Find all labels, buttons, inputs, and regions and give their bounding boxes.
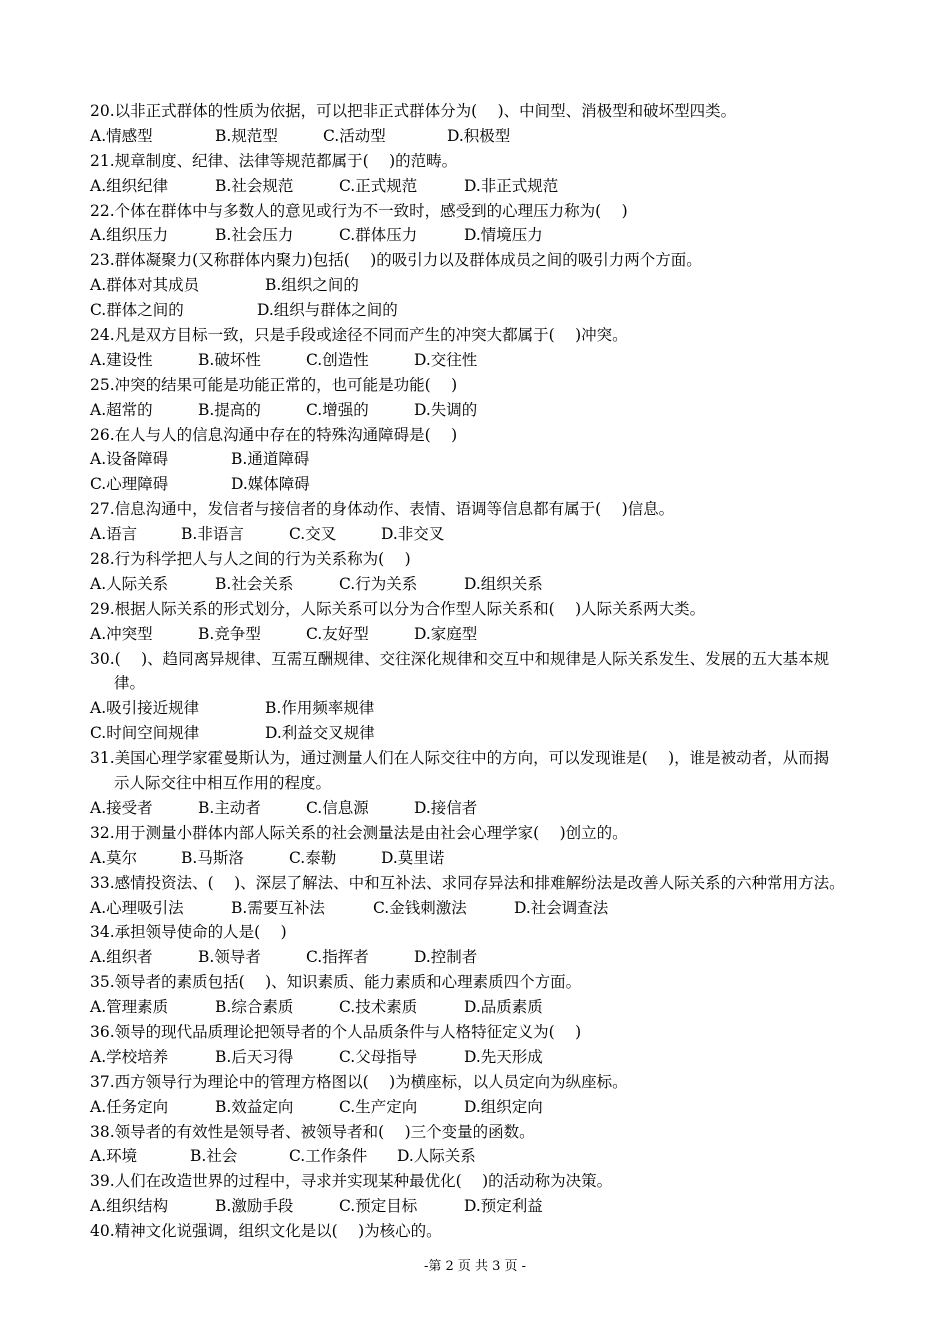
- answer-option: D.失调的: [414, 400, 478, 419]
- answer-option: C.增强的: [306, 400, 369, 419]
- option-row: [90, 472, 880, 497]
- answer-option: B.通道障碍: [231, 450, 310, 469]
- option-row: [90, 1045, 880, 1070]
- question-list: [90, 99, 880, 1244]
- question-stem: 34.承担领导使命的人是( ): [90, 923, 287, 942]
- answer-option: D.交往性: [414, 350, 478, 369]
- answer-option: C.指挥者: [306, 948, 369, 967]
- option-row: [90, 945, 880, 970]
- question-stem: 27.信息沟通中，发信者与接信者的身体动作、表情、语调等信息都有属于( )信息。: [90, 500, 675, 519]
- option-row: [90, 298, 880, 323]
- option-row: [90, 721, 880, 746]
- answer-option: B.提高的: [198, 400, 261, 419]
- question-stem: [90, 746, 880, 796]
- option-row: [90, 796, 880, 821]
- option-row: [90, 124, 880, 149]
- answer-option: A.管理素质: [90, 998, 169, 1017]
- answer-option: C.父母指导: [339, 1047, 418, 1066]
- answer-option: B.效益定向: [215, 1097, 294, 1116]
- option-row: [90, 995, 880, 1020]
- answer-option: B.社会规范: [215, 176, 294, 195]
- question-text-line: 30.( )、趋同离异规律、互需互酬规律、交往深化规律和交互中和规律是人际关系发生、发展的五大基本规: [90, 649, 830, 668]
- option-row: [90, 1095, 880, 1120]
- question-stem: 32.用于测量小群体内部人际关系的社会测量法是由社会心理学家( )创立的。: [90, 823, 628, 842]
- option-row: [90, 398, 880, 423]
- answer-option: D.利益交叉规律: [265, 724, 375, 743]
- question-stem: 24.凡是双方目标一致，只是手段或途径不同而产生的冲突大都属于( )冲突。: [90, 326, 628, 345]
- answer-option: D.莫里诺: [381, 848, 445, 867]
- answer-option: A.莫尔: [90, 848, 138, 867]
- option-row: [90, 273, 880, 298]
- answer-option: B.规范型: [215, 126, 278, 145]
- answer-option: A.设备障碍: [90, 450, 169, 469]
- answer-option: C.正式规范: [339, 176, 418, 195]
- question-stem: 20.以非正式群体的性质为依据，可以把非正式群体分为( )、中间型、消极型和破坏型四类。: [90, 102, 737, 120]
- question-stem: 35.领导者的素质包括( )、知识素质、能力素质和心理素质四个方面。: [90, 973, 582, 992]
- option-row: [90, 622, 880, 647]
- answer-option: C.技术素质: [339, 998, 418, 1017]
- answer-option: A.组织纪律: [90, 176, 169, 195]
- option-row: [90, 1144, 880, 1169]
- answer-option: A.心理吸引法: [90, 898, 184, 917]
- answer-option: A.组织者: [90, 948, 153, 967]
- answer-option: B.组织之间的: [265, 276, 359, 295]
- answer-option: B.领导者: [198, 948, 261, 967]
- answer-option: A.冲突型: [90, 624, 153, 643]
- answer-option: D.非交叉: [381, 525, 445, 544]
- option-row: [90, 1194, 880, 1219]
- question-text-line: 示人际交往中相互作用的程度。: [114, 774, 332, 793]
- option-row: [90, 174, 880, 199]
- question-stem: 39.人们在改造世界的过程中，寻求并实现某种最优化( )的活动称为决策。: [90, 1172, 613, 1191]
- answer-option: B.社会压力: [215, 226, 294, 245]
- answer-option: A.接受者: [90, 798, 153, 817]
- answer-option: A.语言: [90, 525, 138, 544]
- answer-option: A.吸引接近规律: [90, 699, 200, 718]
- question-stem: 21.规章制度、纪律、法律等规范都属于( )的范畴。: [90, 151, 458, 170]
- page-footer: -第 2 页 共 3 页 -: [423, 1259, 527, 1274]
- question-stem: [90, 647, 880, 697]
- answer-option: C.预定目标: [339, 1197, 418, 1216]
- answer-option: C.交叉: [289, 525, 337, 544]
- answer-option: C.泰勒: [289, 848, 337, 867]
- question-stem: 38.领导者的有效性是领导者、被领导者和( )三个变量的函数。: [90, 1122, 535, 1141]
- answer-option: B.非语言: [181, 525, 244, 544]
- answer-option: D.非正式规范: [464, 176, 559, 195]
- answer-option: D.预定利益: [464, 1197, 543, 1216]
- answer-option: B.马斯洛: [181, 848, 244, 867]
- question-stem: 22.个体在群体中与多数人的意见或行为不一致时，感受到的心理压力称为( ): [90, 201, 628, 220]
- answer-option: C.生产定向: [339, 1097, 418, 1116]
- answer-option: A.环境: [90, 1147, 138, 1166]
- answer-option: A.组织结构: [90, 1197, 169, 1216]
- answer-option: D.品质素质: [464, 998, 543, 1017]
- answer-option: A.组织压力: [90, 226, 169, 245]
- question-stem: 28.行为科学把人与人之间的行为关系称为( ): [90, 550, 411, 569]
- answer-option: D.人际关系: [397, 1147, 476, 1166]
- answer-option: B.激励手段: [215, 1197, 294, 1216]
- answer-option: C.信息源: [306, 798, 369, 817]
- answer-option: A.情感型: [90, 126, 153, 145]
- answer-option: D.情境压力: [464, 226, 543, 245]
- answer-option: B.社会: [190, 1147, 238, 1166]
- answer-option: B.需要互补法: [231, 898, 325, 917]
- answer-option: C.时间空间规律: [90, 724, 200, 743]
- answer-option: A.群体对其成员: [90, 276, 200, 295]
- answer-option: B.作用频率规律: [265, 699, 375, 718]
- option-row: [90, 896, 880, 921]
- answer-option: D.控制者: [414, 948, 478, 967]
- answer-option: B.综合素质: [215, 998, 294, 1017]
- answer-option: D.组织定向: [464, 1097, 543, 1116]
- option-row: [90, 348, 880, 373]
- question-stem: 25.冲突的结果可能是功能正常的，也可能是功能( ): [90, 375, 458, 394]
- answer-option: C.活动型: [323, 126, 386, 145]
- answer-option: B.后天习得: [215, 1047, 294, 1066]
- option-row: [90, 447, 880, 472]
- question-stem: 37.西方领导行为理论中的管理方格图以( )为横座标，以人员定向为纵座标。: [90, 1072, 628, 1091]
- answer-option: A.任务定向: [90, 1097, 169, 1116]
- answer-option: D.先天形成: [464, 1047, 543, 1066]
- answer-option: B.竞争型: [198, 624, 261, 643]
- answer-option: A.超常的: [90, 400, 153, 419]
- answer-option: C.创造性: [306, 350, 369, 369]
- answer-option: B.主动者: [198, 798, 261, 817]
- question-stem: 26.在人与人的信息沟通中存在的特殊沟通障碍是( ): [90, 425, 458, 444]
- answer-option: D.媒体障碍: [231, 475, 310, 494]
- question-stem: 36.领导的现代品质理论把领导者的个人品质条件与人格特征定义为( ): [90, 1022, 582, 1041]
- answer-option: C.行为关系: [339, 574, 418, 593]
- answer-option: A.人际关系: [90, 574, 169, 593]
- option-row: [90, 846, 880, 871]
- answer-option: A.学校培养: [90, 1047, 169, 1066]
- answer-option: D.组织关系: [464, 574, 543, 593]
- answer-option: D.家庭型: [414, 624, 478, 643]
- option-row: [90, 522, 880, 547]
- answer-option: D.接信者: [414, 798, 478, 817]
- question-stem: 29.根据人际关系的形式划分，人际关系可以分为合作型人际关系和( )人际关系两大类。: [90, 599, 706, 618]
- option-row: [90, 572, 880, 597]
- question-text-line: 律。: [114, 674, 146, 693]
- answer-option: D.组织与群体之间的: [257, 301, 398, 320]
- answer-option: C.金钱刺激法: [373, 898, 467, 917]
- answer-option: B.破坏性: [198, 350, 261, 369]
- answer-option: C.友好型: [306, 624, 369, 643]
- answer-option: D.社会调查法: [514, 898, 609, 917]
- answer-option: A.建设性: [90, 350, 153, 369]
- answer-option: B.社会关系: [215, 574, 294, 593]
- answer-option: C.群体压力: [339, 226, 418, 245]
- question-stem: 40.精神文化说强调，组织文化是以( )为核心的。: [90, 1222, 442, 1241]
- answer-option: D.积极型: [447, 126, 511, 145]
- answer-option: C.工作条件: [289, 1147, 368, 1166]
- question-stem: 33.感情投资法、( )、深层了解法、中和互补法、求同存异法和排难解纷法是改善人际关系的六种常用方法。: [90, 873, 845, 892]
- question-text-line: 31.美国心理学家霍曼斯认为，通过测量人们在人际交往中的方向，可以发现谁是( )，谁是被动者，从而揭: [90, 749, 830, 768]
- option-row: [90, 223, 880, 248]
- answer-option: C.心理障碍: [90, 475, 169, 494]
- option-row: [90, 696, 880, 721]
- question-stem: 23.群体凝聚力(又称群体内聚力)包括( )的吸引力以及群体成员之间的吸引力两个方面。: [90, 251, 702, 270]
- answer-option: C.群体之间的: [90, 301, 184, 320]
